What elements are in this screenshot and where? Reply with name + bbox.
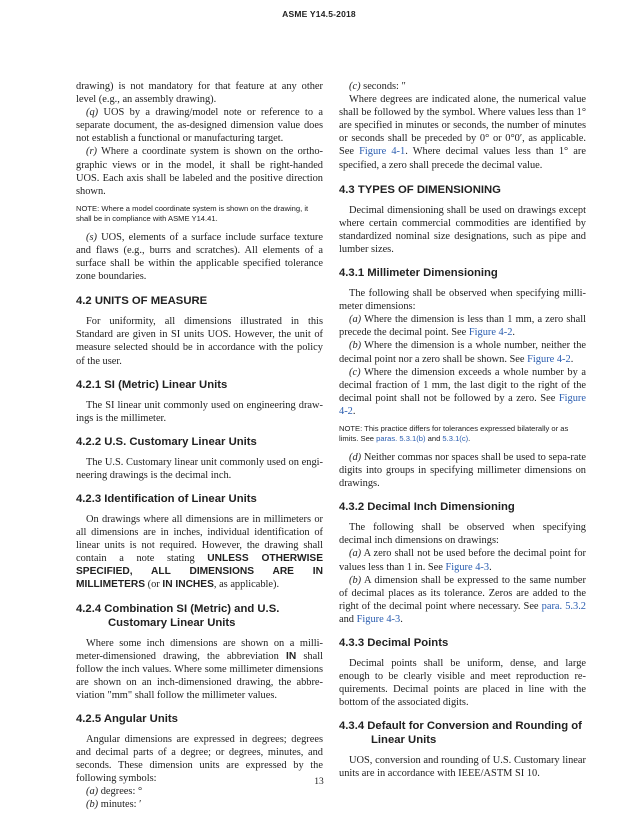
section-heading-4-2-4: 4.2.4 Combination SI (Metric) and U.S. Customary Linear Units <box>76 602 280 629</box>
section-heading-4-3-2: 4.3.2 Decimal Inch Dimensioning <box>339 501 515 514</box>
right-column <box>339 80 586 781</box>
list-item-b: (b) A dimension shall be expressed to the same number of decimal places as its tolerance. Zeros are added to the right of the decimal point where necessary. See para. 5.3.2 and Figure 4-3. <box>339 574 586 625</box>
paragraph: The U.S. Customary linear unit commonly used on engi-neering drawings is the decimal inch. <box>76 456 323 481</box>
link-figure-4-2[interactable]: Figure 4-2 <box>339 392 586 417</box>
note: NOTE: This practice differs for tolerances expressed bilaterally or as limits. See paras. 5.3.1(b) and 5.3.1(c). <box>339 423 569 444</box>
list-item-q: (q) UOS by a drawing/model note or reference to a separate document, the as-designed dimension value does not establish a functional or manufacturing target. <box>76 107 323 145</box>
note: NOTE: Where a model coordinate system is shown on the drawing, it shall be in compliance with ASME Y14.41. <box>76 203 309 224</box>
section-heading-4-3-1: 4.3.1 Millimeter Dimensioning <box>339 267 498 280</box>
link-figure-4-1[interactable]: Figure 4-1 <box>359 146 406 158</box>
paragraph: Angular dimensions are expressed in degrees; degrees and decimal parts of a degree; or degrees, minutes, and seconds. These dimension units are expressed by the following symbols: <box>76 734 323 785</box>
list-item-c: (c) Where the dimension exceeds a whole number by a decimal fraction of 1 mm, the last digit to the right of the decimal point shall not be followed by a zero. See Figure 4-2. <box>339 366 586 417</box>
section-heading-4-2-2: 4.2.2 U.S. Customary Linear Units <box>76 435 257 448</box>
list-item-c: (c) seconds: ″ <box>349 81 406 92</box>
list-item-d: (d) Neither commas nor spaces shall be used to sepa-rate digits into groups in specifying millimeter dimensions on drawings. <box>339 451 586 490</box>
paragraph: UOS, conversion and rounding of U.S. Customary linear units are in accordance with IEEE/ASTM SI 10. <box>339 755 586 780</box>
section-heading-4-3-3: 4.3.3 Decimal Points <box>339 637 449 649</box>
section-heading-4-3: 4.3 TYPES OF DIMENSIONING <box>339 183 501 196</box>
paragraph: Decimal dimensioning shall be used on drawings except where certain commercial commodities are identified by standardized nominal size designations, such as pipe and lumber sizes. <box>339 204 586 255</box>
section-heading-4-2-1: 4.2.1 SI (Metric) Linear Units <box>76 378 228 391</box>
list-item-b: (b) minutes: ′ <box>86 799 142 811</box>
list-item-a: (a) degrees: ° <box>86 786 143 798</box>
link-para-5-3-1-b[interactable]: paras. 5.3.1(b) <box>376 434 426 444</box>
paragraph: The following shall be observed when specifying milli-meter dimensions: <box>339 288 586 313</box>
page-number: 13 <box>314 777 324 787</box>
paragraph: For uniformity, all dimensions illustrated in this Standard are given in SI units UOS. However, the unit of measure selected should be in accordance with the policy of the user. <box>76 316 323 367</box>
link-figure-4-3[interactable]: Figure 4-3 <box>356 613 401 625</box>
link-figure-4-2[interactable]: Figure 4-2 <box>527 353 571 365</box>
link-para-5-3-2[interactable]: para. 5.3.2 <box>541 600 586 612</box>
section-heading-4-2-5: 4.2.5 Angular Units <box>76 713 178 725</box>
list-item-a: (a) A zero shall not be used before the decimal point for values less than 1 in. See Figure 4-3. <box>339 548 586 573</box>
list-item-s: (s) UOS, elements of a surface include surface texture and flaws (e.g., burrs and scratches). All elements of a surface shall be within the applicable specified tolerance zone boundaries. <box>76 231 324 283</box>
paragraph: On drawings where all dimensions are in millimeters or all dimensions are in inches, individual identification of linear units is not required. However, the drawing shall contain a note stating UNLESS OTHERWISE SPECIFIED, ALL DIMENSIONS ARE IN MILLIMETERS (or IN INCHES, as applicable). <box>76 513 323 591</box>
list-item-r: (r) Where a coordinate system is shown on the ortho-graphic views or in the model, it shall be right-handed UOS. Each axis shall be labeled and the positive direction shown. <box>76 146 323 197</box>
section-heading-4-2: 4.2 UNITS OF MEASURE <box>76 295 208 308</box>
paragraph: Where degrees are indicated alone, the numerical value shall be followed by the symbol. Where values less than 1° are specified in minutes or seconds, the number of minutes or seconds shall be preceded by 0° or 0°0′, as applicable. See Figure 4-1. Where decimal values less than 1° are specified, a zero shall precede the decimal value. <box>339 94 586 171</box>
link-para-5-3-1-c[interactable]: 5.3.1(c) <box>442 434 469 444</box>
paragraph: Where some inch dimensions are shown on a milli-meter-dimensioned drawing, the abbreviation IN shall follow the inch values. Where some millimeter dimensions are shown on an inch-dimensioned drawing, the abbre-viation "mm" shall follow the millimeter values. <box>76 637 323 701</box>
section-heading-4-3-4: 4.3.4 Default for Conversion and Rounding of Linear Units <box>339 720 582 747</box>
link-figure-4-2[interactable]: Figure 4-2 <box>468 327 513 339</box>
paragraph: The following shall be observed when specifying decimal inch dimensions on drawings: <box>339 522 586 547</box>
paragraph: The SI linear unit commonly used on engineering draw-ings is the millimeter. <box>76 399 323 424</box>
list-item-a: (a) Where the dimension is less than 1 mm, a zero shall precede the decimal point. See Figure 4-2. <box>339 314 586 339</box>
paragraph: drawing) is not mandatory for that feature at any other level (e.g., an assembly drawing). <box>76 81 323 106</box>
running-header: ASME Y14.5-2018 <box>282 9 356 19</box>
list-item-b: (b) Where the dimension is a whole number, neither the decimal point nor a zero shall be shown. See Figure 4-2. <box>339 340 586 365</box>
section-heading-4-2-3: 4.2.3 Identification of Linear Units <box>76 492 257 505</box>
link-figure-4-3[interactable]: Figure 4-3 <box>445 561 490 573</box>
paragraph: Decimal points shall be uniform, dense, and large enough to be clearly visible and meet reproduction re-quirements. Decimal points are placed in line with the bottom of the associated digits. <box>339 658 586 709</box>
left-column <box>76 80 323 812</box>
